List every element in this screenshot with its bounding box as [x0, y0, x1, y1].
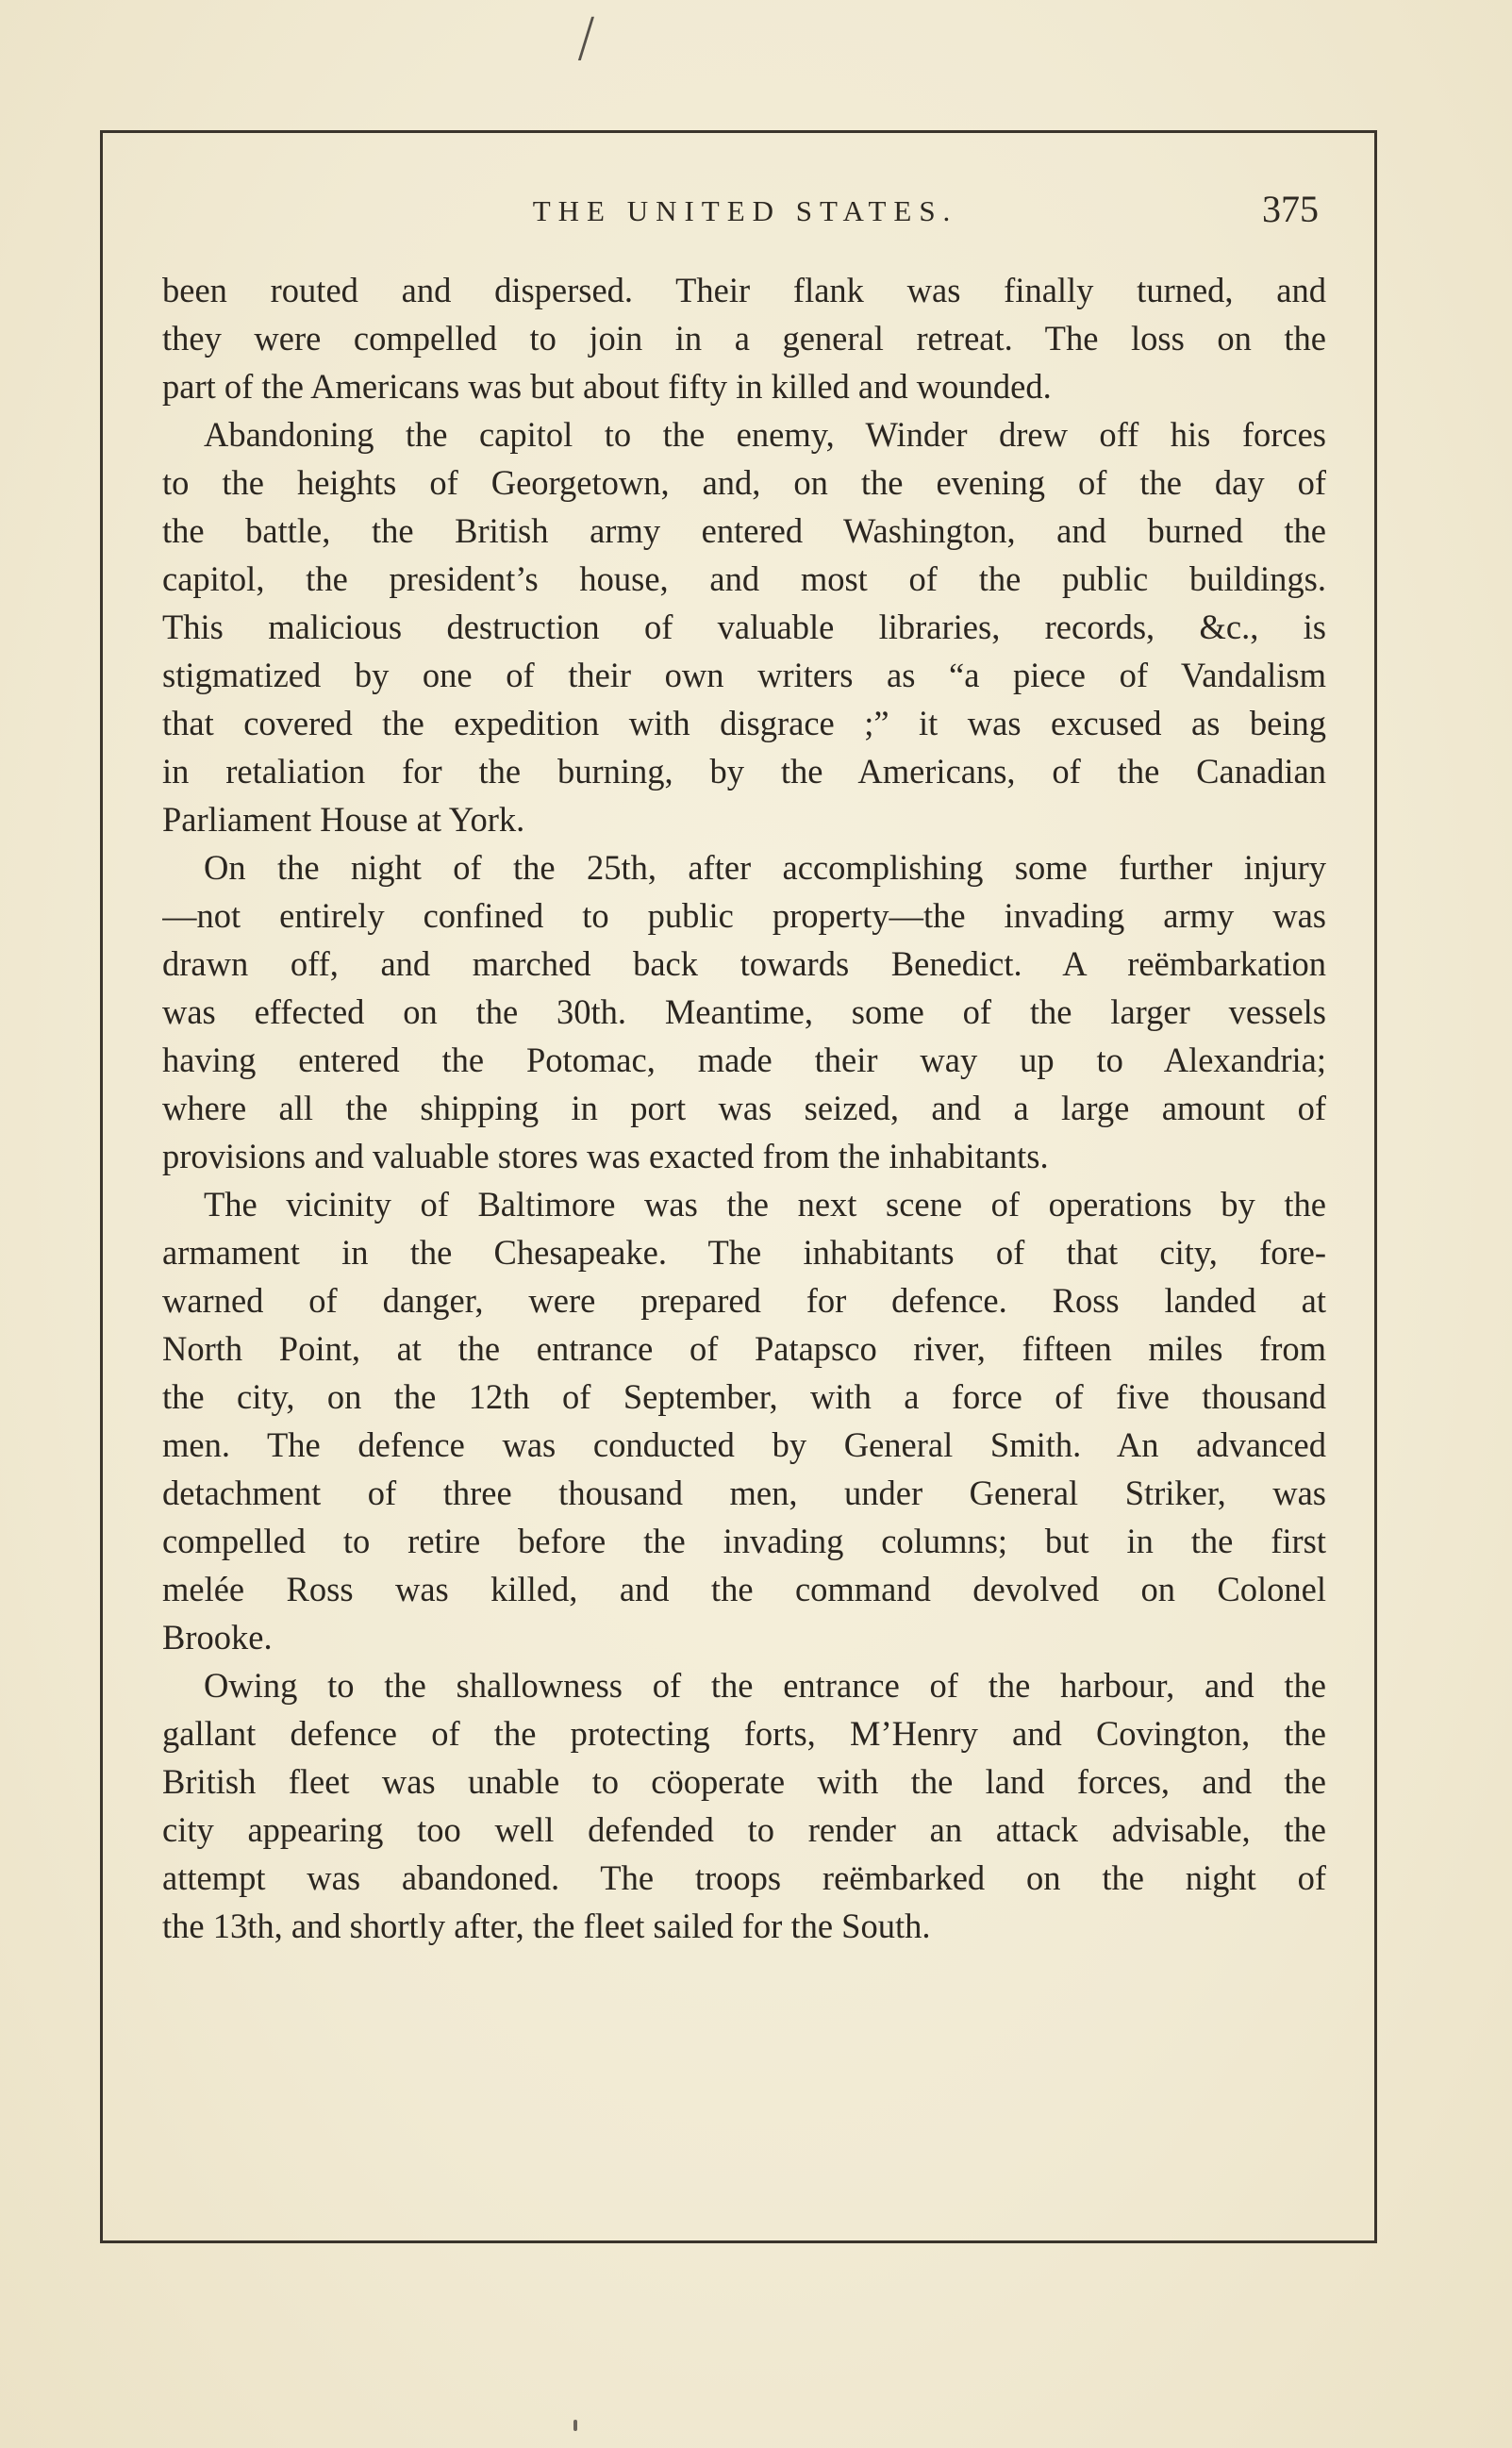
text-line: This malicious destruction of valuable libraries, records, &c., is — [162, 608, 1326, 646]
text-line: Abandoning the capitol to the enemy, Winder drew off his forces — [204, 415, 1326, 454]
text-line: the battle, the British army entered Washington, and burned the — [162, 511, 1326, 550]
text-line: having entered the Potomac, made their way up to Alexandria; — [162, 1041, 1326, 1079]
text-line: Owing to the shallowness of the entrance of the harbour, and the — [204, 1666, 1326, 1705]
text-line: the 13th, and shortly after, the fleet sailed for the South. — [162, 1907, 931, 1945]
text-line: warned of danger, were prepared for defence. Ross landed at — [162, 1281, 1326, 1320]
text-line: been routed and dispersed. Their flank was finally turned, and — [162, 271, 1326, 309]
text-line: compelled to retire before the invading columns; but in the first — [162, 1522, 1326, 1560]
text-line: to the heights of Georgetown, and, on the evening of the day of — [162, 463, 1326, 502]
pencil-mark: / — [577, 8, 595, 69]
text-line: armament in the Chesapeake. The inhabitants of that city, fore- — [162, 1233, 1326, 1272]
text-line: the city, on the 12th of September, with a force of five thousand — [162, 1377, 1326, 1416]
text-line: The vicinity of Baltimore was the next scene of operations by the — [204, 1185, 1326, 1224]
text-line: where all the shipping in port was seized, and a large amount of — [162, 1089, 1326, 1127]
text-line: attempt was abandoned. The troops reëmbarked on the night of — [162, 1858, 1326, 1897]
text-line: city appearing too well defended to render an attack advisable, the — [162, 1810, 1326, 1849]
text-line: part of the Americans was but about fifty in killed and wounded. — [162, 367, 1052, 406]
text-line: men. The defence was conducted by General Smith. An advanced — [162, 1425, 1326, 1464]
text-line: North Point, at the entrance of Patapsco river, fifteen miles from — [162, 1329, 1326, 1368]
text-line: drawn off, and marched back towards Benedict. A reëmbarkation — [162, 944, 1326, 983]
text-line: Brooke. — [162, 1618, 273, 1657]
text-line: that covered the expedition with disgrace ;” it was excused as being — [162, 704, 1326, 742]
running-title: THE UNITED STATES. — [532, 194, 958, 227]
text-line: melée Ross was killed, and the command devolved on Colonel — [162, 1570, 1326, 1608]
text-line: they were compelled to join in a general retreat. The loss on the — [162, 319, 1326, 358]
text-line: detachment of three thousand men, under General Striker, was — [162, 1474, 1326, 1512]
text-line: British fleet was unable to cöoperate with the land forces, and the — [162, 1762, 1326, 1801]
running-head — [162, 187, 1328, 243]
body-text — [162, 266, 1326, 2040]
text-line: in retaliation for the burning, by the Americans, of the Canadian — [162, 752, 1326, 791]
text-line: Parliament House at York. — [162, 800, 525, 839]
text-line: gallant defence of the protecting forts, M’Henry and Covington, the — [162, 1714, 1326, 1753]
text-line: was effected on the 30th. Meantime, some of the larger vessels — [162, 992, 1326, 1031]
page-number: 375 — [1262, 188, 1319, 230]
stray-ink-mark — [573, 2420, 577, 2431]
text-line: provisions and valuable stores was exacted from the inhabitants. — [162, 1137, 1049, 1175]
text-line: capitol, the president’s house, and most of the public buildings. — [162, 559, 1326, 598]
text-line: On the night of the 25th, after accomplishing some further injury — [204, 848, 1326, 887]
text-line: stigmatized by one of their own writers as “a piece of Vandalism — [162, 656, 1326, 694]
text-line: —not entirely confined to public property—the invading army was — [162, 896, 1326, 935]
